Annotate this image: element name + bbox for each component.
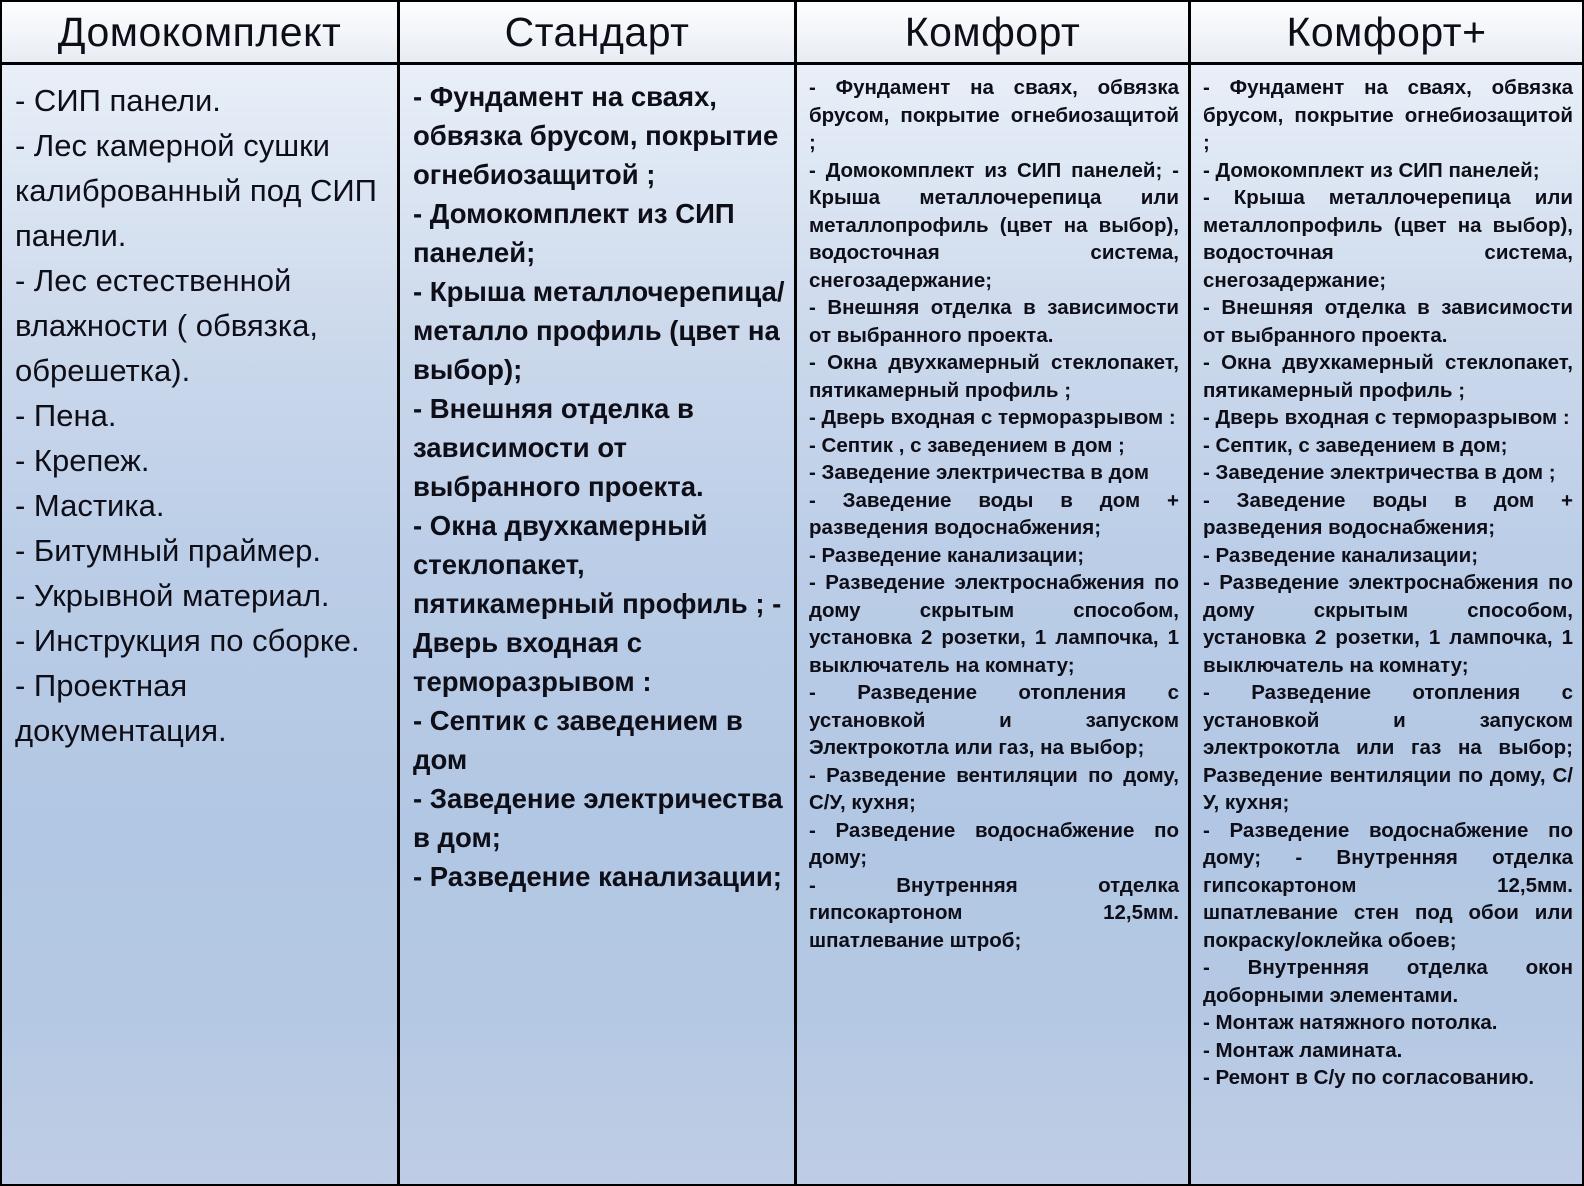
list-item: - Заведение электричества в дом: [809, 461, 1150, 484]
list-item: - Разведение отопления с установкой и запуском Электрокотла или газ, на выбор;: [809, 681, 1179, 759]
list-item: - Фундамент на сваях, обвязка брусом, покрытие огнебиозащитой ;: [413, 81, 779, 190]
column-body-komfort-plus: [1191, 65, 1582, 1184]
list-item: - Заведение воды в дом + разведения водоснабжения;: [809, 488, 1179, 539]
column-standart: [397, 2, 794, 1184]
list-item: - Разведение водоснабжение по дому;: [809, 818, 1179, 869]
list-item: - СИП панели.: [15, 83, 221, 118]
list-item: - Домокомплект из СИП панелей; - Крыша металлочерепица или металлопрофиль (цвет на выбор), водосточная система, снегозадержание;: [809, 158, 1179, 292]
list-item: - Внутренняя отделка окон доборными элементами.: [1203, 956, 1573, 1007]
list-item: - Дверь входная с терморазрывом :: [809, 406, 1176, 429]
column-body-standart: [400, 65, 794, 1184]
column-komfort: [794, 2, 1188, 1184]
list-item: - Монтаж ламината.: [1203, 1038, 1403, 1062]
list-item: - Окна двухкамерный стеклопакет, пятикамерный профиль ;: [809, 351, 1179, 402]
column-header-domokomplekt: Домокомплект: [2, 2, 397, 65]
list-item: - Внешняя отделка в зависимости от выбранного проекта.: [809, 296, 1179, 347]
list-item: - Разведение электроснабжения по дому скрытым способом, установка 2 розетки, 1 лампочка, 1 выключатель на комнату;: [1203, 571, 1573, 677]
column-komfort-plus: [1188, 2, 1582, 1184]
list-item: - Заведение электричества в дом ;: [1203, 461, 1556, 484]
list-item: - Крыша металлочерепица или металлопрофиль (цвет на выбор), водосточная система, снегозадержание;: [1203, 186, 1573, 292]
list-item: - Домокомплект из СИП панелей;: [1203, 158, 1540, 182]
list-item: - Окна двухкамерный стеклопакет, пятикамерный профиль ; - Дверь входная с терморазрывом :: [413, 510, 782, 697]
column-header-komfort: Комфорт: [797, 2, 1188, 65]
list-item: - Лес естественной влажности ( обвязка, обрешетка).: [15, 263, 318, 388]
list-item: - Внешняя отделка в зависимости от выбранного проекта.: [1203, 296, 1573, 347]
list-item: - Септик с заведением в дом: [413, 705, 743, 775]
list-item: - Разведение канализации;: [809, 543, 1085, 567]
column-header-standart: Стандарт: [400, 2, 794, 65]
list-item: - Фундамент на сваях, обвязка брусом, покрытие огнебиозащитой ;: [809, 76, 1179, 154]
list-item: - Заведение воды в дом + разведения водоснабжения;: [1203, 488, 1573, 539]
list-item: - Септик , с заведением в дом ;: [809, 433, 1125, 457]
list-item: - Разведение вентиляции по дому, С/У, кухня;: [809, 763, 1179, 814]
column-body-komfort: [797, 65, 1188, 1184]
list-item: - Проектная документация.: [15, 668, 227, 748]
list-item: - Внешняя отделка в зависимости от выбранного проекта.: [413, 393, 704, 502]
list-item: - Крепеж.: [15, 443, 150, 478]
list-item: - Разведение отопления с установкой и запуском электрокотла или газ на выбор; Разведение вентиляции по дому, С/У, кухня;: [1203, 681, 1573, 814]
list-item: - Пена.: [15, 398, 117, 433]
list-item: - Окна двухкамерный стеклопакет, пятикамерный профиль ;: [1203, 351, 1573, 402]
list-item: - Битумный праймер.: [15, 533, 321, 568]
list-item: - Монтаж натяжного потолка.: [1203, 1011, 1498, 1034]
list-item: - Заведение электричества в дом;: [413, 783, 783, 853]
column-domokomplekt: [2, 2, 397, 1184]
list-item: - Фундамент на сваях, обвязка брусом, покрытие огнебиозащитой ;: [1203, 76, 1573, 154]
list-item: - Инструкция по сборке.: [15, 623, 360, 658]
list-item: - Мастика.: [15, 488, 165, 523]
list-item: - Крыша металлочерепица/металло профиль (цвет на выбор);: [413, 276, 785, 385]
list-item: - Внутренняя отделка гипсокартоном 12,5мм. шпатлевание штроб;: [809, 873, 1179, 952]
list-item: - Разведение канализации;: [1203, 543, 1479, 567]
list-item: - Дверь входная с терморазрывом :: [1203, 406, 1570, 429]
list-item: - Укрывной материал.: [15, 578, 330, 613]
list-item: - Септик, с заведением в дом;: [1203, 433, 1508, 457]
column-header-komfort-plus: Комфорт+: [1191, 2, 1582, 65]
list-item: - Домокомплект из СИП панелей;: [413, 198, 735, 268]
list-item: - Лес камерной сушки калиброванный под СИП панели.: [15, 128, 377, 253]
list-item: - Ремонт в С/у по согласованию.: [1203, 1066, 1535, 1089]
column-body-domokomplekt: [2, 65, 397, 1184]
list-item: - Разведение водоснабжение по дому; - Внутренняя отделка гипсокартоном 12,5мм. шпатлевание стен под обои или покраску/оклейка обоев;: [1203, 818, 1573, 952]
list-item: - Разведение электроснабжения по дому скрытым способом, установка 2 розетки, 1 лампочка, 1 выключатель на комнату;: [809, 571, 1179, 677]
list-item: - Разведение канализации;: [413, 861, 782, 892]
